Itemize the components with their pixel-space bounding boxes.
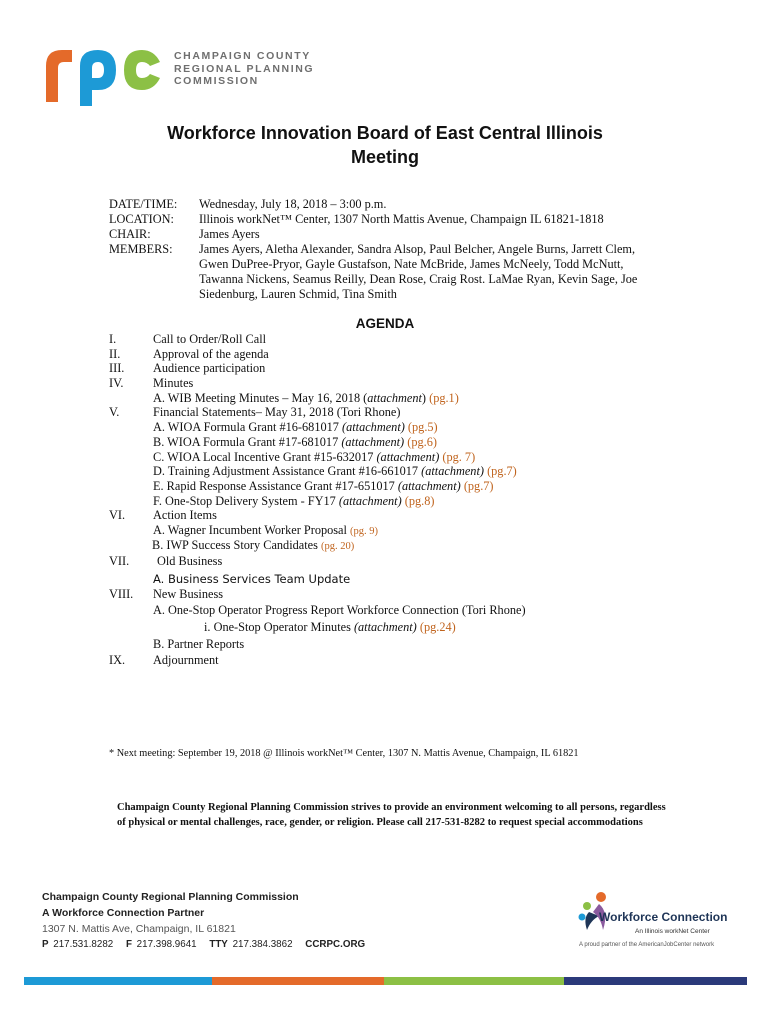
page-ref: (pg. 7) xyxy=(442,449,476,464)
logo-letter-p xyxy=(80,50,116,106)
agenda-subitem-text: A. Wagner Incumbent Worker Proposal (pg. 9) xyxy=(153,522,379,537)
next-meeting-note: * Next meeting: September 19, 2018 @ Illinois workNet™ Center, 1307 N. Mattis Avenue, Champaign, IL 61821 xyxy=(109,748,579,759)
agenda-text: Call to Order/Roll Call xyxy=(153,332,267,346)
attachment-note: (attachment) xyxy=(353,620,417,635)
rpc-logo xyxy=(42,44,342,106)
agenda-subitem xyxy=(109,479,669,494)
agenda-item xyxy=(109,405,669,420)
footer-partner: A Workforce Connection Partner xyxy=(42,907,205,919)
attachment-note: (attachment) xyxy=(421,464,484,479)
logo-letter-r xyxy=(46,50,72,102)
wc-tagline: An Illinois workNet Center xyxy=(635,928,710,935)
footer-color-bar xyxy=(24,977,747,985)
location-label: LOCATION: xyxy=(109,212,174,226)
footer-contact xyxy=(42,889,367,953)
attachment-note: (attachment) xyxy=(376,449,440,464)
agenda-subitem-text: B. Partner Reports xyxy=(153,636,245,651)
color-bar-segment xyxy=(384,977,564,985)
agenda-text: Old Business xyxy=(157,554,223,569)
title-line-2: Meeting xyxy=(350,147,419,167)
agenda-subitem xyxy=(109,572,669,587)
agenda-subsubitem xyxy=(109,620,669,635)
members-line: Tawanna Nickens, Seamus Reilly, Dean Rose, Craig Rost. LaMae Ryan, Kevin Sage, Joe xyxy=(199,272,638,286)
tty-number: TTY 217.384.3862 xyxy=(209,939,293,950)
page-ref: (pg.5) xyxy=(407,420,438,435)
agenda-text: Financial Statements– May 31, 2018 (Tori Rhone) xyxy=(153,405,401,420)
workforce-connection-logo xyxy=(573,890,733,952)
agenda-item xyxy=(109,332,669,347)
agenda-text: Minutes xyxy=(153,376,194,391)
attachment-note: attachment xyxy=(367,390,422,405)
date-row xyxy=(109,197,661,212)
color-bar-segment xyxy=(24,977,212,985)
agenda-item xyxy=(109,587,669,602)
chair-row xyxy=(109,227,661,242)
agenda-subitem xyxy=(109,435,669,450)
attachment-note: (attachment) xyxy=(342,420,405,435)
agenda-number: II. xyxy=(109,346,121,361)
wc-partner-line: A proud partner of the AmericanJobCenter network xyxy=(579,942,715,948)
agenda-text: New Business xyxy=(153,586,224,601)
agenda-subitem-text: A. WIOA Formula Grant #16-681017 (attachment) (pg.5) xyxy=(153,420,438,435)
agenda-subitem-text: B. WIOA Formula Grant #17-681017 (attachment) (pg.6) xyxy=(153,434,437,449)
wc-name: Workforce Connection xyxy=(599,910,728,924)
agenda-item xyxy=(109,347,669,362)
attachment-note: (attachment) xyxy=(397,478,461,493)
agenda-number: V. xyxy=(109,405,120,420)
color-bar-segment xyxy=(212,977,384,985)
agenda-item xyxy=(109,653,669,668)
members-line: Gwen DuPree-Pryor, Gayle Gustafson, Nate McBride, James McNeely, Todd McNutt, xyxy=(199,257,624,271)
footer-org: Champaign County Regional Planning Commission xyxy=(42,891,299,903)
footer-address: 1307 N. Mattis Ave, Champaign, IL 61821 xyxy=(42,923,236,935)
logo-line: COMMISSION xyxy=(174,75,259,87)
agenda-text: Adjournment xyxy=(153,653,219,668)
members-line: James Ayers, Aletha Alexander, Sandra Alsop, Paul Belcher, Angele Burns, Jarrett Clem, xyxy=(199,242,636,256)
title-line-1: Workforce Innovation Board of East Central Illinois xyxy=(167,123,603,143)
agenda-item xyxy=(109,554,669,569)
agenda-number: VIII. xyxy=(109,586,134,601)
agenda-number: IV. xyxy=(109,376,124,391)
agenda-subitem xyxy=(109,523,669,538)
location-value: Illinois workNet™ Center, 1307 North Mattis Avenue, Champaign IL 61821-1818 xyxy=(199,212,604,226)
website-link[interactable]: CCRPC.ORG xyxy=(305,939,366,950)
logo-wordmark xyxy=(174,50,314,88)
logo-line: CHAMPAIGN COUNTY xyxy=(174,50,311,62)
page-ref: (pg.24) xyxy=(419,620,456,635)
agenda-text: Audience participation xyxy=(153,361,266,376)
agenda-number: VI. xyxy=(109,508,126,523)
agenda-item xyxy=(109,376,669,391)
agenda-subsubitem-text: i. One-Stop Operator Minutes (attachment) (pg.24) xyxy=(204,620,456,635)
color-bar-segment xyxy=(564,977,747,985)
date-value: Wednesday, July 18, 2018 – 3:00 p.m. xyxy=(199,197,387,211)
page-ref: (pg.7) xyxy=(487,464,517,479)
footer-phones xyxy=(42,937,367,953)
agenda-subitem-text: A. Business Services Team Update xyxy=(153,572,351,586)
agenda-subitem xyxy=(109,464,669,479)
agenda-item xyxy=(109,361,669,376)
logo-line: REGIONAL PLANNING xyxy=(174,62,315,75)
chair-value: James Ayers xyxy=(199,227,260,241)
agenda-number: IX. xyxy=(109,653,126,668)
members-line: Siedenburg, Lauren Schmid, Tina Smith xyxy=(199,287,397,301)
agenda-subitem-text: A. One-Stop Operator Progress Report Workforce Connection (Tori Rhone) xyxy=(153,603,526,618)
agenda-subitem-text: E. Rapid Response Assistance Grant #17-651017 (attachment) (pg.7) xyxy=(153,478,494,493)
attachment-note: (attachment) xyxy=(341,434,405,449)
agenda-subitem xyxy=(109,494,669,509)
agenda-number: VII. xyxy=(109,554,130,569)
agenda-subitem xyxy=(109,450,669,465)
page-ref: (pg.1) xyxy=(429,390,459,405)
location-row xyxy=(109,212,661,227)
agenda-subitem xyxy=(109,637,669,652)
document-title xyxy=(0,121,770,169)
agenda-number: I. xyxy=(109,332,117,346)
agenda-subitem-text: C. WIOA Local Incentive Grant #15-632017 (attachment) (pg. 7) xyxy=(153,449,476,464)
agenda-subitem xyxy=(109,420,669,435)
agenda-subitem-text: A. WIB Meeting Minutes – May 16, 2018 (attachment) (pg.1) xyxy=(153,390,459,405)
agenda-list xyxy=(109,332,669,668)
members-value xyxy=(199,242,661,302)
page-ref: (pg.6) xyxy=(407,434,437,449)
agenda-subitem-text: B. IWP Success Story Candidates (pg. 20) xyxy=(152,537,355,552)
members-row xyxy=(109,242,661,302)
agenda-text: Action Items xyxy=(153,508,217,523)
agenda-subitem xyxy=(109,538,669,553)
date-label: DATE/TIME: xyxy=(109,197,178,211)
members-label: MEMBERS: xyxy=(109,242,173,256)
agenda-subitem xyxy=(109,391,669,406)
agenda-subitem-text: D. Training Adjustment Assistance Grant #16-661017 (attachment) (pg.7) xyxy=(153,464,517,479)
fax-number: F 217.398.9641 xyxy=(125,939,197,950)
page-ref: (pg. 9) xyxy=(350,525,379,537)
page-ref: (pg.8) xyxy=(404,493,435,508)
agenda-heading: AGENDA xyxy=(355,316,415,331)
accessibility-notice: Champaign County Regional Planning Commission strives to provide an environment welcoming to all persons, regardless of physical or mental challenges, race, gender, or religion. Please call 217-531-8282 to request special accommodations xyxy=(117,802,666,828)
phone-number: P 217.531.8282 xyxy=(42,939,114,950)
meeting-details xyxy=(109,197,661,302)
rpc-logo-mark xyxy=(42,44,167,106)
chair-label: CHAIR: xyxy=(109,227,151,241)
agenda-subitem-text: F. One-Stop Delivery System - FY17 (attachment) (pg.8) xyxy=(153,493,435,508)
page-ref: (pg.7) xyxy=(463,478,494,493)
agenda-subitem xyxy=(109,603,669,618)
agenda-text: Approval of the agenda xyxy=(153,346,269,361)
page-ref: (pg. 20) xyxy=(320,540,355,552)
agenda-item xyxy=(109,508,669,523)
agenda-number: III. xyxy=(109,361,125,376)
logo-letter-c xyxy=(124,50,160,90)
attachment-note: (attachment) xyxy=(338,493,402,508)
